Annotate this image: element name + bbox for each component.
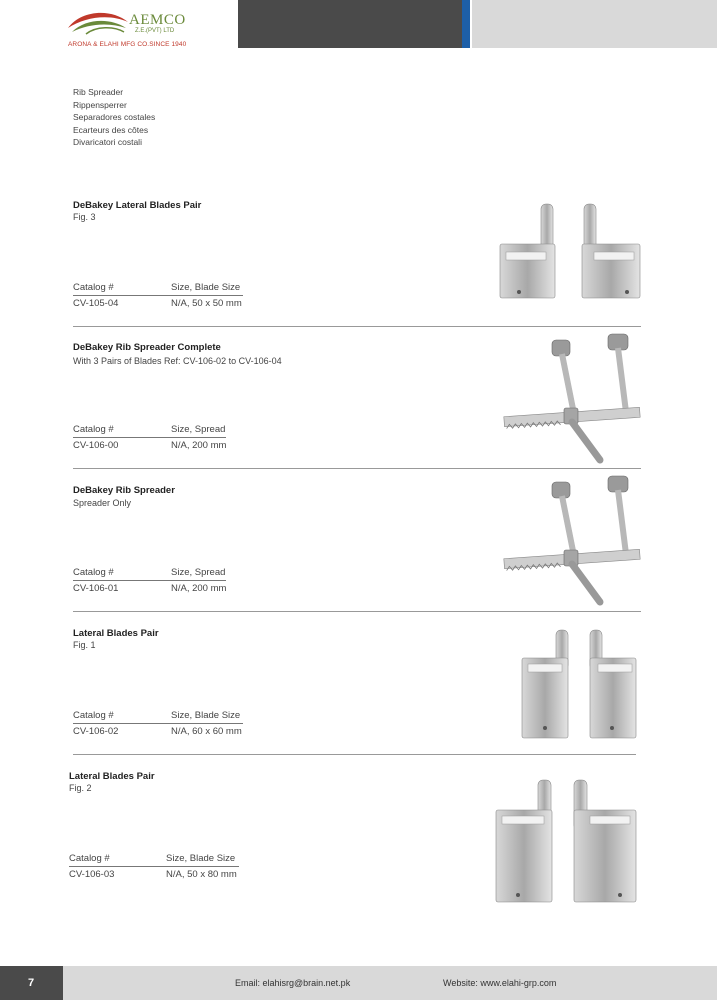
catalog-header: Catalog #	[69, 853, 110, 864]
catalog-number: CV-106-00	[73, 440, 119, 451]
size-header: Size, Blade Size	[166, 853, 236, 864]
size-value: N/A, 50 x 50 mm	[171, 298, 242, 309]
company-logo-icon	[66, 8, 130, 38]
catalog-number: CV-105-04	[73, 298, 119, 309]
product-title: DeBakey Rib Spreader Complete	[73, 342, 221, 353]
header-light-band	[472, 0, 717, 48]
header-underline	[73, 295, 243, 296]
name-french: Ecarteurs des côtes	[73, 124, 149, 135]
lateral-blades-pair-icon	[494, 778, 640, 906]
size-value: N/A, 60 x 60 mm	[171, 726, 242, 737]
brand-subtitle: Z.E.(PVT) LTD	[135, 28, 175, 34]
size-header: Size, Blade Size	[171, 710, 241, 721]
size-header: Size, Spread	[171, 567, 226, 578]
name-spanish: Separadores costales	[73, 112, 156, 122]
product-subtitle: Fig. 2	[69, 783, 92, 793]
section-divider	[73, 326, 641, 327]
section-divider	[73, 611, 641, 612]
header-underline	[73, 437, 226, 438]
product-subtitle: Spreader Only	[73, 498, 132, 508]
size-value: N/A, 200 mm	[171, 440, 227, 451]
product-subtitle: Fig. 3	[73, 212, 96, 222]
size-value: N/A, 200 mm	[171, 583, 227, 594]
company-tagline: ARONA & ELAHI MFG CO.SINCE 1940	[68, 41, 187, 48]
product-title: Lateral Blades Pair	[69, 771, 155, 782]
catalog-number: CV-106-02	[73, 726, 119, 737]
header-underline	[73, 723, 243, 724]
catalog-header: Catalog #	[73, 424, 114, 435]
rib-spreader-icon	[502, 474, 642, 606]
product-names-list	[73, 86, 155, 149]
catalog-header: Catalog #	[73, 710, 114, 721]
header-underline	[69, 866, 239, 867]
footer-bar	[0, 966, 717, 1000]
product-title: DeBakey Lateral Blades Pair	[73, 200, 202, 211]
size-value: N/A, 50 x 80 mm	[166, 869, 237, 880]
brand-name: AEMCO	[129, 12, 186, 28]
product-subtitle: With 3 Pairs of Blades Ref: CV-106-02 to CV-106-04	[73, 356, 282, 366]
catalog-number: CV-106-03	[69, 869, 115, 880]
lateral-blades-pair-icon	[520, 628, 640, 742]
product-title: DeBakey Rib Spreader	[73, 485, 175, 496]
rib-spreader-icon	[502, 332, 642, 464]
size-header: Size, Blade Size	[171, 282, 241, 293]
lateral-blades-pair-icon	[498, 200, 643, 300]
product-title: Lateral Blades Pair	[73, 628, 159, 639]
product-subtitle: Fig. 1	[73, 640, 96, 650]
header-accent-stripe	[462, 0, 470, 48]
name-german: Rippensperrer	[73, 99, 127, 110]
catalog-header: Catalog #	[73, 282, 114, 293]
footer-website[interactable]: Website: www.elahi-grp.com	[443, 978, 557, 988]
section-divider	[73, 754, 636, 755]
name-english: Rib Spreader	[73, 87, 124, 97]
catalog-number: CV-106-01	[73, 583, 119, 594]
header-dark-band	[238, 0, 462, 48]
section-divider	[73, 468, 641, 469]
page-number: 7	[28, 977, 35, 989]
page-number-box	[0, 966, 63, 1000]
catalog-header: Catalog #	[73, 567, 114, 578]
footer-email[interactable]: Email: elahisrg@brain.net.pk	[235, 978, 351, 988]
size-header: Size, Spread	[171, 424, 226, 435]
name-italian: Divaricatori costali	[73, 137, 142, 147]
header-underline	[73, 580, 226, 581]
